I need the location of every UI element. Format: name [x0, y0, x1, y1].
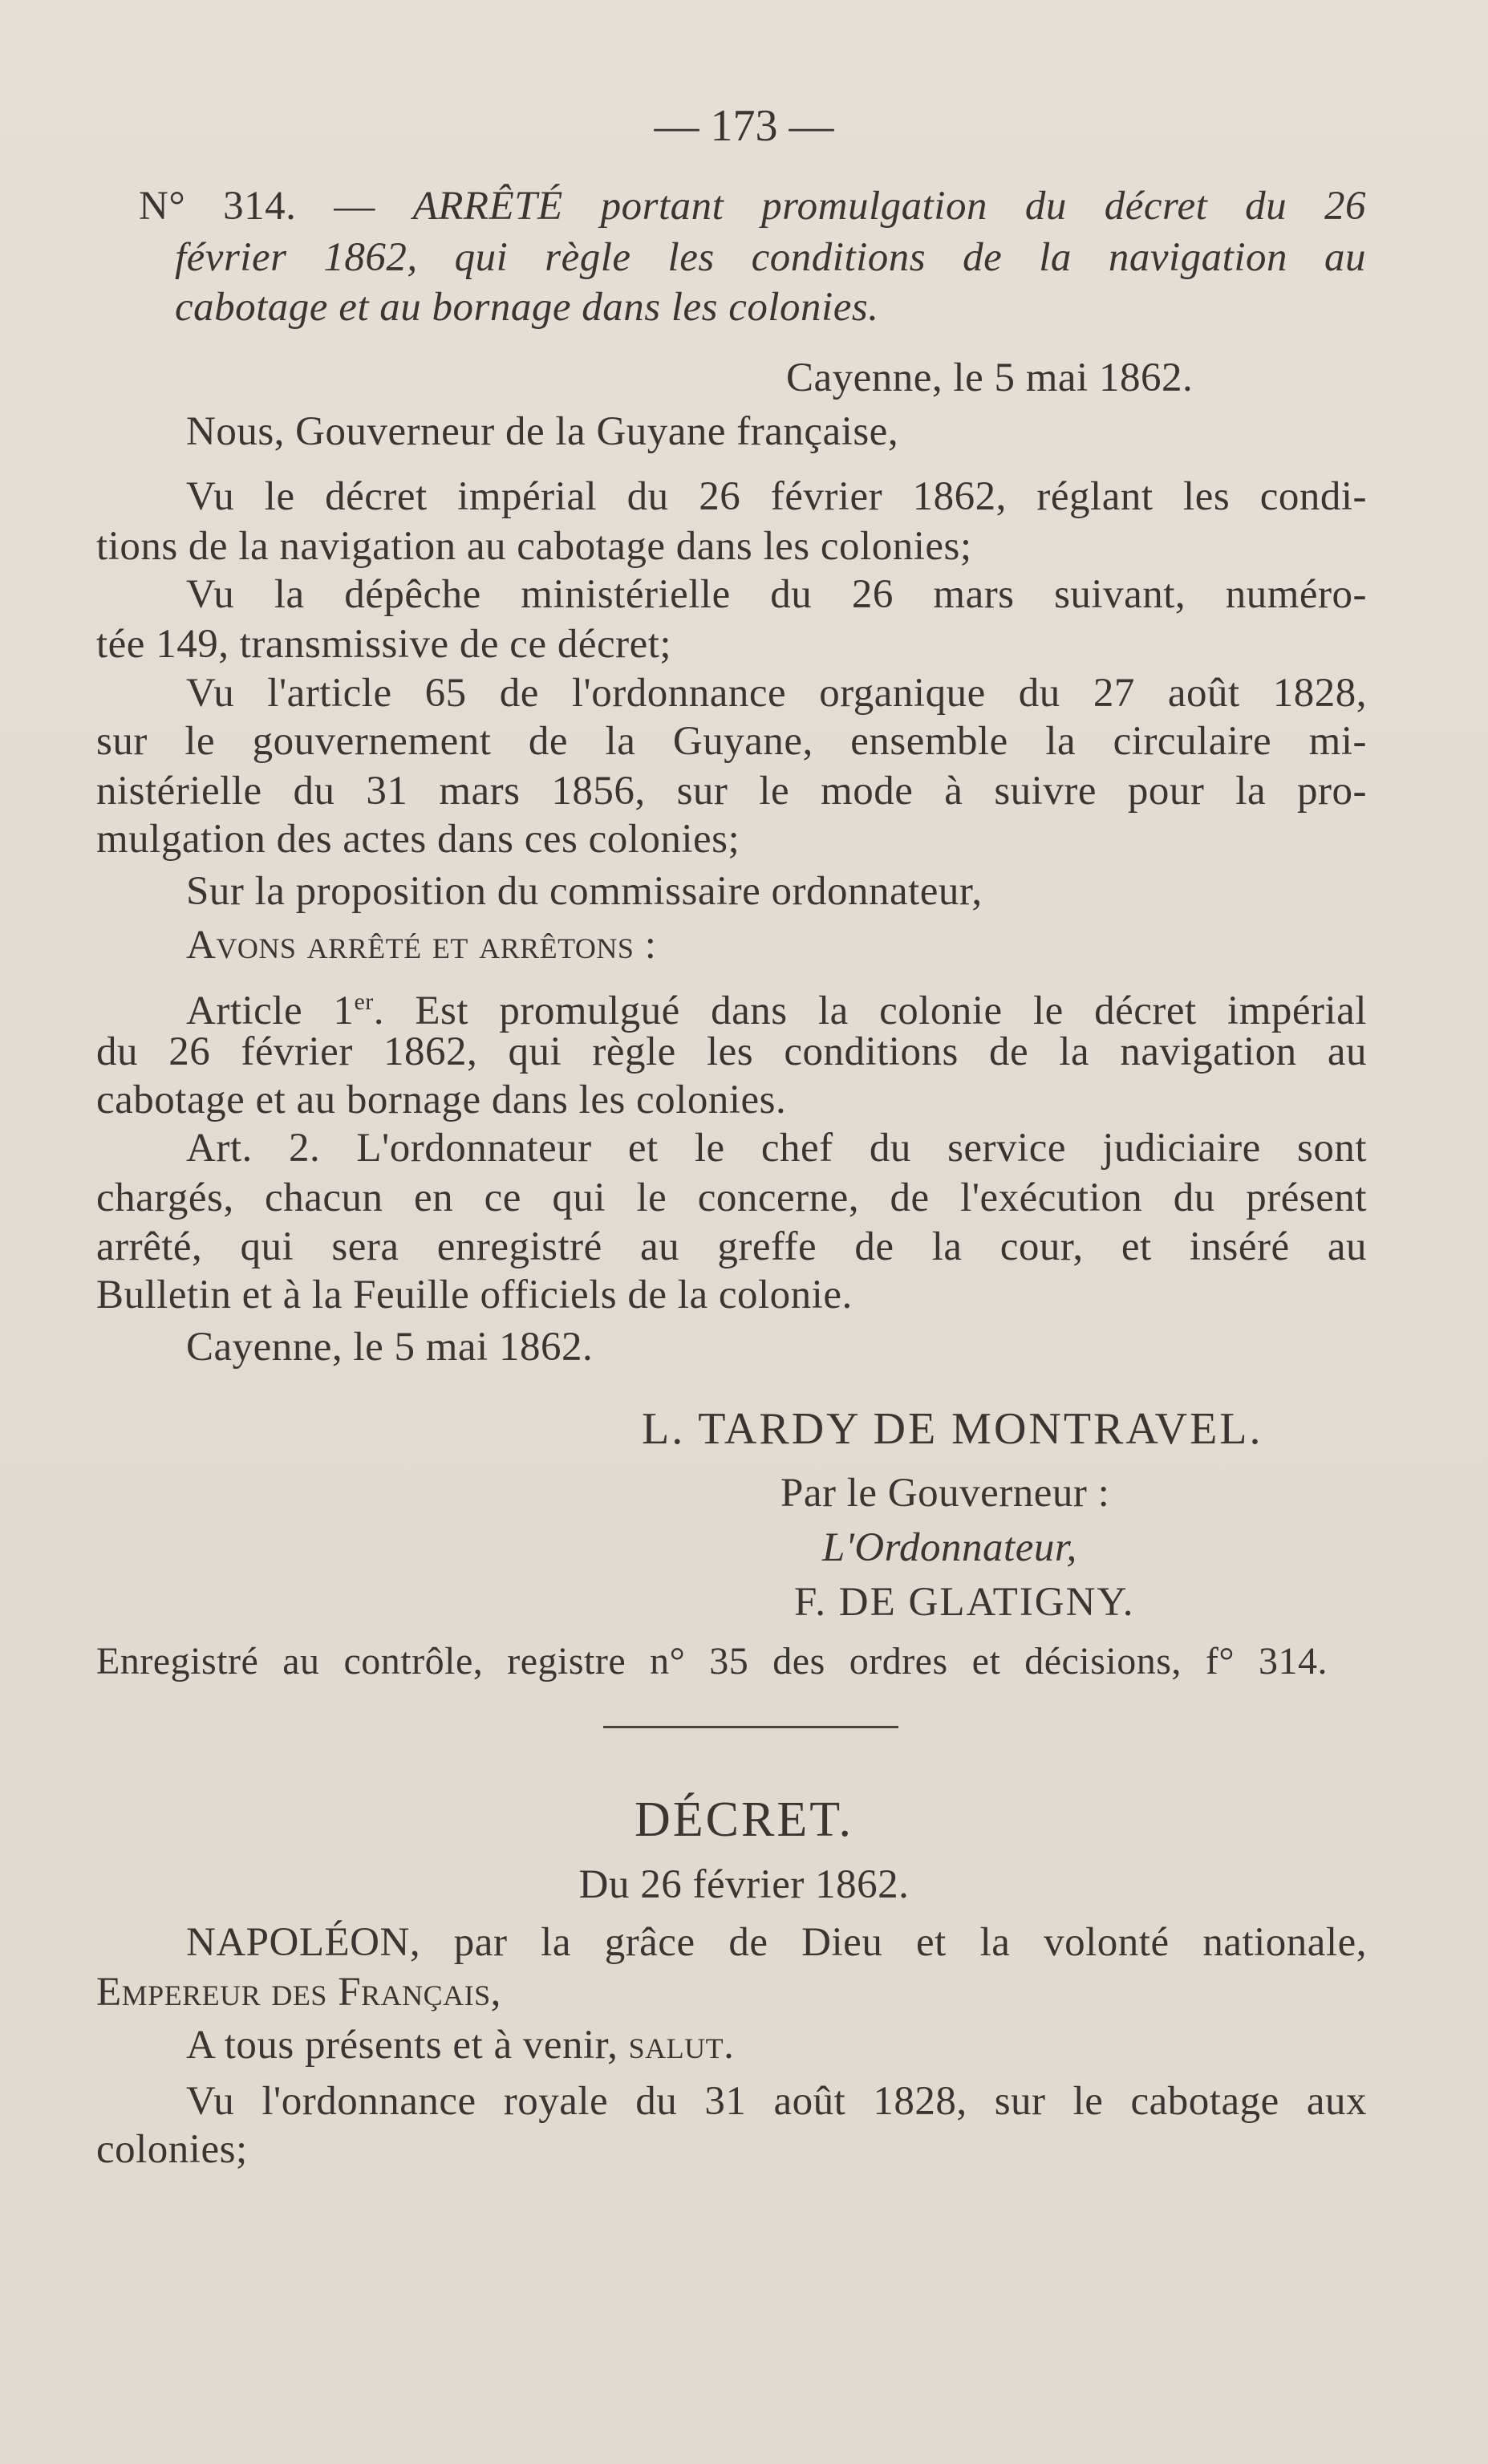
- vu-article-line-3: nistérielle du 31 mars 1856, sur le mode à suivre pour la pro-: [96, 769, 1367, 814]
- arrete-preamble: Nous, Gouverneur de la Guyane française,: [186, 409, 899, 454]
- salut-line: A tous présents et à venir, salut.: [186, 2023, 735, 2068]
- vu-ordonnance-line-1: Vu l'ordonnance royale du 31 août 1828, sur le cabotage aux: [186, 2079, 1367, 2124]
- vu-depeche-line-1: Vu la dépêche ministérielle du 26 mars suivant, numéro-: [186, 572, 1367, 617]
- page-number: — 173 —: [654, 101, 834, 151]
- vu-article-line-4: mulgation des actes dans ces colonies;: [96, 817, 740, 862]
- arrete-heading-line-3: cabotage et au bornage dans les colonies.: [175, 285, 879, 330]
- section-divider: [603, 1726, 898, 1728]
- decret-date: Du 26 février 1862.: [578, 1862, 910, 1907]
- vu-depeche-line-2: tée 149, transmissive de ce décret;: [96, 622, 672, 667]
- vu-decret-line-2: tions de la navigation au cabotage dans les colonies;: [96, 524, 972, 569]
- article-1-superscript: er: [354, 988, 374, 1015]
- napoleon-line: NAPOLÉON, par la grâce de Dieu et la volonté nationale,: [186, 1920, 1367, 1965]
- par-le-gouverneur: Par le Gouverneur :: [780, 1471, 1110, 1516]
- article-2-line-4: Bulletin et à la Feuille officiels de la colonie.: [96, 1273, 853, 1317]
- signatory-name: L. TARDY DE MONTRAVEL.: [642, 1404, 1263, 1454]
- article-1-line-3: cabotage et au bornage dans les colonies.: [96, 1078, 787, 1122]
- closing-place-date: Cayenne, le 5 mai 1862.: [186, 1325, 594, 1370]
- arrete-heading-text: ARRÊTÉ portant promulgation du décret du 26: [412, 184, 1366, 229]
- ordonnateur-name: F. DE GLATIGNY.: [794, 1580, 1135, 1625]
- article-2-line-3: arrêté, qui sera enregistré au greffe de la cour, et inséré au: [96, 1224, 1367, 1269]
- vu-article-line-2: sur le gouvernement de la Guyane, ensemble la circulaire mi-: [96, 719, 1367, 764]
- article-1-line-2: du 26 février 1862, qui règle les conditions de la navigation au: [96, 1029, 1367, 1074]
- vu-ordonnance-line-2: colonies;: [96, 2127, 248, 2172]
- salut-word: salut.: [628, 2023, 735, 2068]
- article-2-line-2: chargés, chacun en ce qui le concerne, de l'exécution du présent: [96, 1175, 1367, 1220]
- decret-title: DÉCRET.: [635, 1792, 853, 1847]
- vu-decret-line-1: Vu le décret impérial du 26 février 1862, réglant les condi-: [186, 474, 1367, 519]
- avons-arrete: Avons arrêté et arrêtons :: [186, 923, 657, 968]
- vu-article-line-1: Vu l'article 65 de l'ordonnance organique du 27 août 1828,: [186, 671, 1367, 716]
- empereur-line: Empereur des Français,: [96, 1970, 501, 2015]
- ordonnateur-title: L'Ordonnateur,: [822, 1525, 1077, 1570]
- sur-la-proposition: Sur la proposition du commissaire ordonnateur,: [186, 869, 983, 914]
- article-1-line-1: Article 1er. Est promulgué dans la colonie le décret impérial: [186, 988, 1367, 1033]
- registration-line: Enregistré au contrôle, registre n° 35 des ordres et décisions, f° 314.: [96, 1640, 1328, 1683]
- arrete-place-date: Cayenne, le 5 mai 1862.: [786, 355, 1194, 400]
- article-2-line-1: Art. 2. L'ordonnateur et le chef du service judiciaire sont: [186, 1126, 1367, 1171]
- arrete-heading-line-2: février 1862, qui règle les conditions de la navigation au: [175, 235, 1366, 280]
- arrete-number: N° 314. —: [139, 184, 413, 229]
- arrete-heading-line-1: [139, 181, 1366, 231]
